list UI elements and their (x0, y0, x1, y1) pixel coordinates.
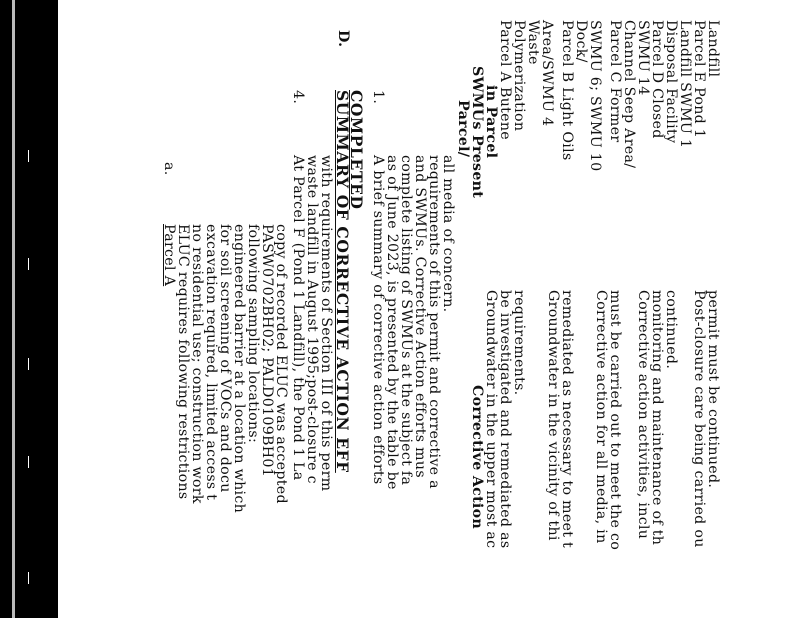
table-cell-left: Channel Seep Area/ (621, 20, 637, 169)
table-cell-left: SWMU 6; SWMU 10 (587, 20, 603, 172)
text-line: complete listing of SWMUs at the subject fa (398, 155, 414, 486)
list-marker-4: 4. (290, 90, 306, 105)
table-cell-left: Area/SWMU 4 (539, 20, 555, 127)
table-cell-left: Landfill SWMU 1 (677, 20, 693, 149)
table-header-right: Corrective Action (469, 385, 485, 529)
table-cell-right: Corrective action for all media, in (593, 290, 609, 544)
section-heading: COMPLETED (347, 90, 366, 210)
table-cell-left: Landfill (705, 20, 721, 78)
text-line: no residential use; construction work (189, 224, 205, 504)
table-header-left: Parcel/ (455, 100, 471, 158)
text-line: A brief summary of corrective action efforts (370, 155, 386, 485)
text-line: waste landfill in August 1995;post-closure c (304, 155, 320, 484)
text-line: PASW0702BH02; PALD0109BH01 (259, 224, 275, 478)
table-cell-left: Dock/ (573, 20, 589, 63)
text-line: excavation required, limited access t (203, 224, 219, 501)
table-cell-right: Groundwater in the vicinity of thi (545, 290, 561, 541)
text-line: copy of recorded ELUC was accepted (273, 224, 289, 504)
page-edge-line (12, 0, 15, 618)
section-heading: SUMMARY OF CORRECTIVE ACTION EFF (333, 90, 352, 473)
text-line: requirements of this permit and corrective a (426, 155, 442, 489)
text-line: as of June 2023, is presented by the table be (384, 155, 400, 490)
table-cell-left: Parcel C Former (607, 20, 623, 143)
list-marker-1: 1. (370, 90, 386, 105)
table-cell-left: Parcel E Pond 1 (691, 20, 707, 139)
list-marker-a: a. (161, 162, 177, 176)
table-cell-left: Parcel D Closed (649, 20, 665, 139)
text-line: ELUC requires following restrictions (175, 224, 191, 500)
table-cell-left: SWMU 14 (635, 20, 651, 96)
section-marker-d: D. (335, 30, 351, 48)
table-cell-left: Waste (525, 20, 541, 65)
table-cell-left: Polymerization (511, 20, 527, 132)
table-cell-left: Parcel A Butene (497, 20, 513, 140)
table-cell-right: monitoring and maintenance of th (649, 290, 665, 546)
table-cell-right: requirements. (511, 290, 527, 396)
table-header-left: SWMUs Present (469, 66, 485, 199)
text-line: engineered barrier at a location which (231, 224, 247, 514)
table-cell-right: must be carried out to meet the co (607, 290, 623, 551)
text-line: At Parcel F (Pond 1 Landfill), the Pond 1 La (290, 155, 306, 481)
table-cell-right: be investigated and remediated as (497, 290, 513, 549)
text-line: and SWMUs. Corrective Action efforts mus (412, 155, 428, 478)
table-cell-right: remediated as necessary to meet t (559, 290, 575, 549)
table-cell-left: Parcel B Light Oils (559, 20, 575, 161)
table-cell-right: Corrective action activities, inclu (635, 290, 651, 540)
text-line: for soil screening of VOCs and docu (217, 224, 233, 493)
table-cell-left: Disposal Facility (663, 20, 679, 144)
table-header-left: in Parcel (483, 85, 499, 159)
text-line: with requirements of Section III of this perm (318, 155, 334, 492)
table-cell-right: continued. (663, 290, 679, 370)
parcel-a-title: Parcel A (161, 224, 177, 287)
table-cell-right: Groundwater in the upper most ac (483, 290, 499, 549)
text-line: following sampling locations: (245, 224, 261, 444)
table-cell-right: Post-closure care being carried ou (691, 290, 707, 548)
table-cell-right: permit must be continued. (705, 290, 721, 489)
text-line: all media of concern. (440, 155, 456, 313)
